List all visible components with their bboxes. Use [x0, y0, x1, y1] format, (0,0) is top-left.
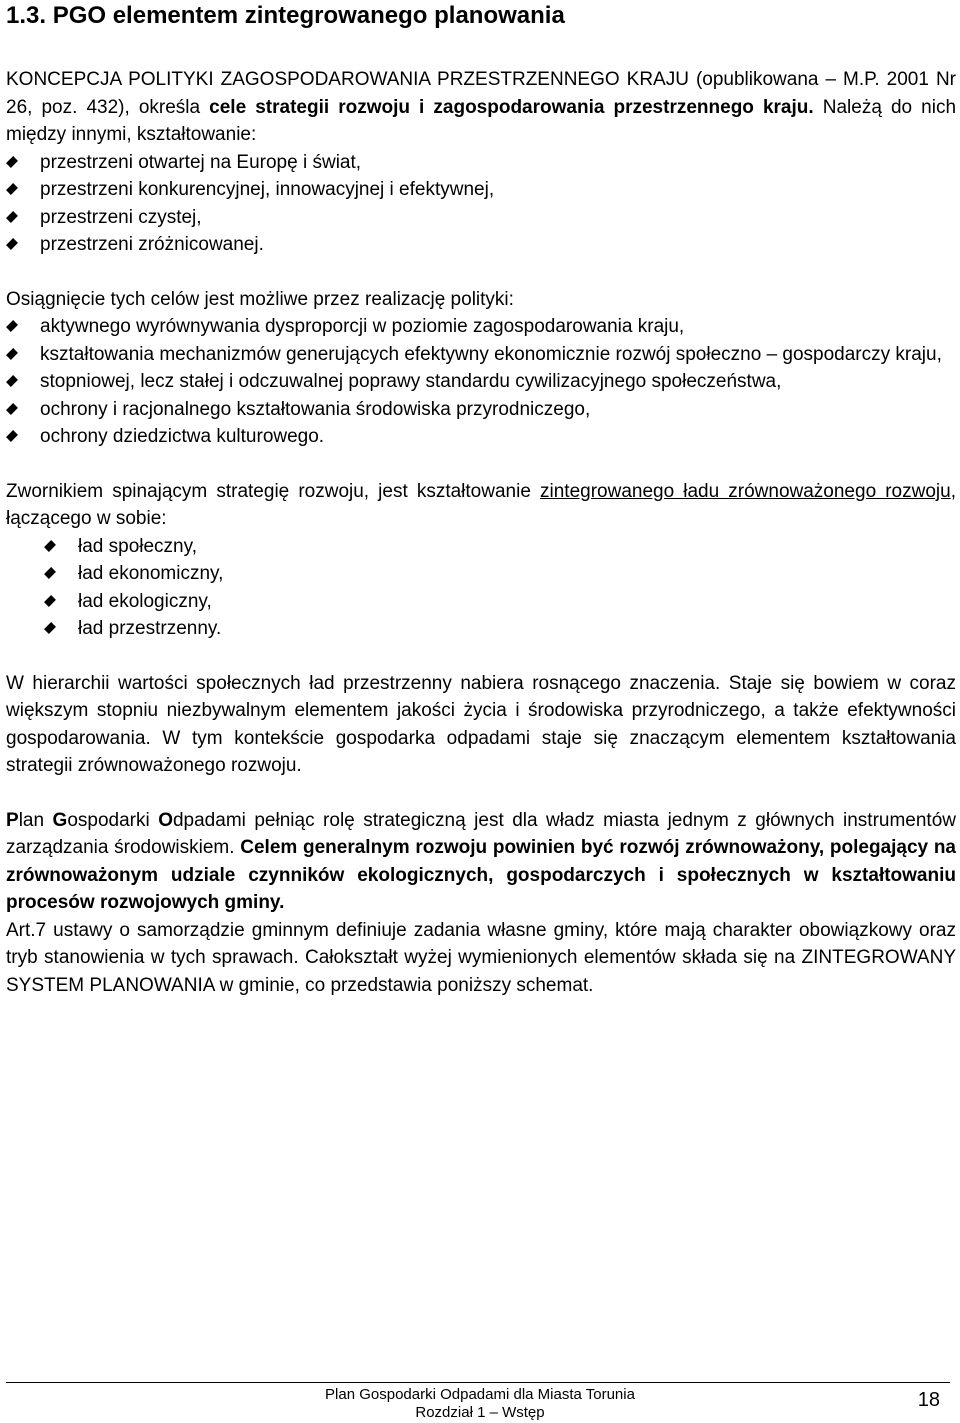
list-item	[6, 368, 956, 396]
paragraph-zwornikiem-text-c: , łączącego w sobie:	[6, 480, 956, 529]
list-item-text: ochrony i racjonalnego kształtowania środowiska przyrodniczego,	[40, 398, 591, 420]
section-heading: 1.3. PGO elementem zintegrowanego planowania	[6, 2, 565, 29]
diamond-bullet-icon	[6, 238, 18, 250]
diamond-bullet-icon	[6, 211, 18, 223]
paragraph-koncepcja-text-a: KONCEPCJA POLITYKI ZAGOSPODAROWANIA PRZESTRZENNEGO KRAJU (opublikowana – M.P. 2001 Nr 26, poz. 432), określa	[6, 69, 956, 118]
list-item	[6, 396, 956, 424]
document-body	[6, 66, 956, 999]
footer-divider	[6, 1382, 950, 1383]
paragraph-koncepcja-text-c: Należą do nich między innymi, kształtowanie:	[6, 96, 957, 145]
list-item-text: ład ekonomiczny,	[78, 563, 224, 584]
footer-subtitle: Rozdział 1 – Wstęp	[415, 1404, 545, 1421]
list-item	[6, 533, 956, 561]
paragraph-zwornikiem-text-a: Zwornikiem spinającym strategię rozwoju, jest kształtowanie	[6, 480, 540, 502]
spacer	[6, 780, 956, 807]
diamond-bullet-icon	[6, 156, 18, 168]
list-item-text: ład społeczny,	[78, 535, 197, 557]
spacer	[6, 643, 956, 670]
text-rest: dpadami pełniąc rolę strategiczną jest dla władz miasta jednym z głównych instrumentów zarządzania środowiskiem.	[6, 809, 956, 858]
paragraph-zwornikiem	[6, 478, 956, 533]
list-lad	[6, 533, 956, 643]
paragraph-hierarchii: W hierarchii wartości społecznych ład przestrzenny nabiera rosnącego znaczenia. Staje się bowiem w coraz większym stopniu niezbywalnym elementem jakości życia i środowiska przyrodniczego, a także efektywności gospodarowania. W tym kontekście gospodarka odpadami staje się znaczącym elementem kształtowania strategii zrównoważonego rozwoju.	[6, 672, 956, 776]
list-item-text: przestrzeni otwartej na Europę i świat,	[40, 151, 362, 173]
list-item	[6, 204, 956, 232]
list-item-text: stopniowej, lecz stałej i odczuwalnej poprawy standardu cywilizacyjnego społeczeństwa,	[40, 371, 782, 392]
list-item-text: przestrzeni czystej,	[40, 206, 202, 228]
diamond-bullet-icon	[44, 540, 56, 552]
diamond-bullet-icon	[6, 320, 18, 332]
list-item-text: aktywnego wyrównywania dysproporcji w poziomie zagospodarowania kraju,	[40, 316, 685, 337]
letter-g: G	[52, 809, 68, 831]
list-item-text: przestrzeni zróżnicowanej.	[40, 234, 264, 255]
list-item-text: ład przestrzenny.	[78, 618, 222, 639]
footer-title: Plan Gospodarki Odpadami dla Miasta Torunia	[325, 1386, 635, 1403]
diamond-bullet-icon	[44, 622, 56, 634]
diamond-bullet-icon	[6, 348, 18, 360]
list-item-text: przestrzeni konkurencyjnej, innowacyjnej i efektywnej,	[40, 179, 495, 200]
spacer	[6, 451, 956, 478]
paragraph-zwornikiem-underlined: zintegrowanego ładu zrównoważonego rozwoju	[540, 480, 951, 502]
list-item-text: ład ekologiczny,	[78, 590, 212, 612]
list-item	[6, 231, 956, 259]
list-polityki	[6, 313, 956, 451]
list-item	[6, 149, 956, 177]
spacer	[6, 259, 956, 286]
list-item	[6, 176, 956, 204]
diamond-bullet-icon	[6, 430, 18, 442]
list-item-text: kształtowania mechanizmów generujących efektywny ekonomicznie rozwój społeczno – gospodarczy kraju,	[40, 343, 942, 365]
text-ospodarki: ospodarki	[67, 809, 159, 831]
diamond-bullet-icon	[6, 183, 18, 195]
diamond-bullet-icon	[44, 595, 56, 607]
paragraph-koncepcja-bold: cele strategii rozwoju i zagospodarowania przestrzennego kraju.	[209, 96, 814, 118]
page-number: 18	[917, 1389, 940, 1411]
paragraph-koncepcja	[6, 66, 956, 149]
list-item	[6, 341, 956, 369]
list-przestrzeni	[6, 149, 956, 259]
paragraph-art7: Art.7 ustawy o samorządzie gminnym definiuje zadania własne gminy, które mają charakter obowiązkowy oraz tryb stanowienia w tych sprawach. Całokształt wyżej wymienionych elementów składa się na ZINTEGROWANY SYSTEM PLANOWANIA w gminie, co przedstawia poniższy schemat.	[6, 919, 956, 996]
letter-o: O	[158, 809, 173, 831]
paragraph-plan	[6, 807, 956, 917]
paragraph-plan-bold: Celem generalnym rozwoju powinien być rozwój zrównoważony, polegający na zrównoważonym udziale czynników ekologicznych, gospodarczych i społecznych w kształtowaniu procesów rozwojowych gminy.	[6, 837, 957, 913]
list-item-text: ochrony dziedzictwa kulturowego.	[40, 426, 325, 447]
list-item	[6, 588, 956, 616]
diamond-bullet-icon	[6, 375, 18, 387]
letter-p: P	[6, 809, 19, 831]
diamond-bullet-icon	[6, 403, 18, 415]
diamond-bullet-icon	[44, 567, 56, 579]
list-item	[6, 313, 956, 341]
list-item	[6, 423, 956, 451]
list-item	[6, 615, 956, 643]
paragraph-osiagniecie: Osiągnięcie tych celów jest możliwe przez realizację polityki:	[6, 288, 514, 310]
text-lan: lan	[18, 809, 53, 831]
list-item	[6, 560, 956, 588]
